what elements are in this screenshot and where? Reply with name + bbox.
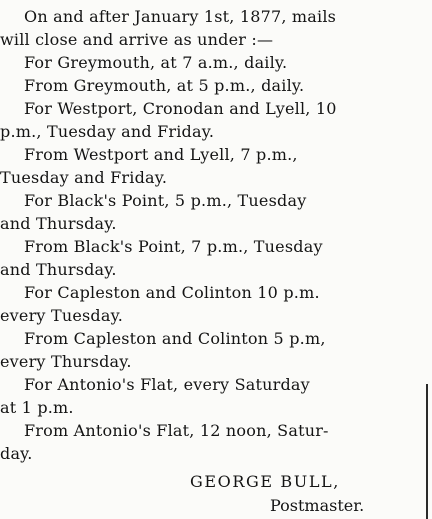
notice-line-12: and Thursday. bbox=[0, 260, 117, 279]
notice-line-18: at 1 p.m. bbox=[0, 398, 74, 417]
notice-line-14: every Tuesday. bbox=[0, 306, 123, 325]
notice-line-4: From Greymouth, at 5 p.m., daily. bbox=[24, 76, 305, 95]
notice-line-20: day. bbox=[0, 444, 33, 463]
notice-line-13: For Capleston and Colinton 10 p.m. bbox=[24, 283, 320, 302]
notice-line-9: For Black's Point, 5 p.m., Tuesday bbox=[24, 191, 307, 210]
notice-line-5: For Westport, Cronodan and Lyell, 10 bbox=[24, 99, 337, 118]
notice-line-19: From Antonio's Flat, 12 noon, Satur- bbox=[24, 421, 329, 440]
signature-name: GEORGE BULL, bbox=[190, 472, 340, 491]
notice-line-7: From Westport and Lyell, 7 p.m., bbox=[24, 145, 298, 164]
notice-line-17: For Antonio's Flat, every Saturday bbox=[24, 375, 310, 394]
notice-line-1: On and after January 1st, 1877, mails bbox=[24, 7, 337, 26]
signature-title: Postmaster. bbox=[270, 496, 365, 515]
column-rule bbox=[426, 384, 428, 519]
notice-line-10: and Thursday. bbox=[0, 214, 117, 233]
notice-line-16: every Thursday. bbox=[0, 352, 132, 371]
notice-line-3: For Greymouth, at 7 a.m., daily. bbox=[24, 53, 288, 72]
notice-line-8: Tuesday and Friday. bbox=[0, 168, 168, 187]
notice-line-11: From Black's Point, 7 p.m., Tuesday bbox=[24, 237, 323, 256]
notice-line-6: p.m., Tuesday and Friday. bbox=[0, 122, 215, 141]
notice-line-2: will close and arrive as under :— bbox=[0, 30, 274, 49]
notice-line-15: From Capleston and Colinton 5 p.m, bbox=[24, 329, 326, 348]
